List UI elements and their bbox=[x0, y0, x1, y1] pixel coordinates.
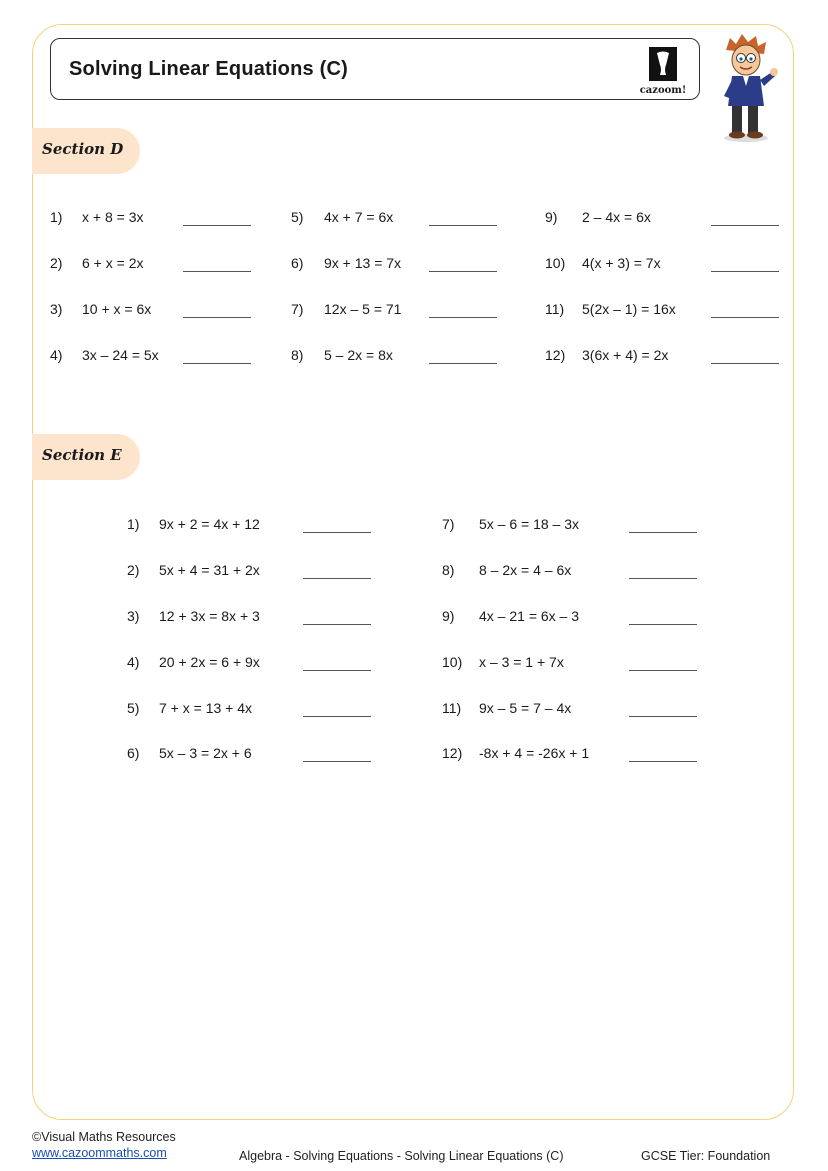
question-item bbox=[545, 207, 781, 227]
title-box bbox=[50, 38, 700, 100]
answer-line[interactable] bbox=[429, 271, 497, 272]
equation-text: 4x + 7 = 6x bbox=[324, 209, 394, 225]
answer-line[interactable] bbox=[629, 578, 697, 579]
equation-text: 5x – 6 = 18 – 3x bbox=[479, 516, 580, 532]
answer-line[interactable] bbox=[629, 624, 697, 625]
equation-text: 7 + x = 13 + 4x bbox=[159, 700, 253, 716]
mascot-icon bbox=[712, 32, 780, 144]
question-item bbox=[545, 253, 781, 273]
equation-text: 5x + 4 = 31 + 2x bbox=[159, 562, 260, 578]
question-item bbox=[442, 743, 699, 763]
question-number: 1) bbox=[127, 516, 140, 532]
question-number: 4) bbox=[50, 347, 63, 363]
equation-text: 3x – 24 = 5x bbox=[82, 347, 159, 363]
question-item bbox=[127, 560, 373, 580]
answer-line[interactable] bbox=[429, 317, 497, 318]
website-link[interactable]: www.cazoommaths.com bbox=[32, 1146, 167, 1160]
section-d-label: Section D bbox=[42, 140, 124, 158]
question-number: 2) bbox=[127, 562, 140, 578]
answer-line[interactable] bbox=[303, 761, 371, 762]
equation-text: x – 3 = 1 + 7x bbox=[479, 654, 564, 670]
question-number: 5) bbox=[291, 209, 304, 225]
question-item bbox=[545, 345, 781, 365]
equation-text: 9x – 5 = 7 – 4x bbox=[479, 700, 572, 716]
question-number: 10) bbox=[442, 654, 463, 670]
equation-text: 3(6x + 4) = 2x bbox=[582, 347, 669, 363]
tier-text: GCSE Tier: Foundation bbox=[641, 1149, 771, 1163]
question-item bbox=[127, 698, 373, 718]
answer-line[interactable] bbox=[711, 317, 779, 318]
question-item bbox=[442, 560, 699, 580]
answer-line[interactable] bbox=[303, 578, 371, 579]
topic-text: Algebra - Solving Equations - Solving Linear Equations (C) bbox=[239, 1149, 564, 1163]
answer-line[interactable] bbox=[183, 363, 251, 364]
question-number: 6) bbox=[291, 255, 304, 271]
question-number: 8) bbox=[442, 562, 455, 578]
question-item bbox=[127, 652, 373, 672]
equation-text: -8x + 4 = -26x + 1 bbox=[479, 745, 590, 761]
equation-text: 2 – 4x = 6x bbox=[582, 209, 651, 225]
answer-line[interactable] bbox=[711, 225, 779, 226]
logo-text: cazoom! bbox=[639, 85, 687, 96]
question-number: 11) bbox=[442, 700, 462, 716]
equation-text: 4x – 21 = 6x – 3 bbox=[479, 608, 580, 624]
question-number: 11) bbox=[545, 301, 565, 317]
equation-text: 5x – 3 = 2x + 6 bbox=[159, 745, 252, 761]
question-item bbox=[291, 345, 499, 365]
question-number: 3) bbox=[50, 301, 63, 317]
answer-line[interactable] bbox=[629, 532, 697, 533]
copyright: ©Visual Maths Resources bbox=[32, 1130, 176, 1144]
question-number: 9) bbox=[442, 608, 455, 624]
question-item bbox=[50, 299, 253, 319]
question-number: 12) bbox=[545, 347, 566, 363]
question-item bbox=[291, 253, 499, 273]
section-e-label: Section E bbox=[42, 446, 122, 464]
section-d-tab bbox=[32, 128, 140, 174]
equation-text: 8 – 2x = 4 – 6x bbox=[479, 562, 572, 578]
question-item bbox=[442, 514, 699, 534]
question-number: 7) bbox=[442, 516, 455, 532]
question-number: 6) bbox=[127, 745, 140, 761]
answer-line[interactable] bbox=[629, 761, 697, 762]
answer-line[interactable] bbox=[629, 670, 697, 671]
answer-line[interactable] bbox=[303, 716, 371, 717]
answer-line[interactable] bbox=[183, 225, 251, 226]
question-number: 8) bbox=[291, 347, 304, 363]
question-item bbox=[442, 652, 699, 672]
equation-text: 20 + 2x = 6 + 9x bbox=[159, 654, 260, 670]
question-item bbox=[50, 345, 253, 365]
equation-text: 10 + x = 6x bbox=[82, 301, 152, 317]
equation-text: 4(x + 3) = 7x bbox=[582, 255, 661, 271]
answer-line[interactable] bbox=[303, 624, 371, 625]
answer-line[interactable] bbox=[303, 670, 371, 671]
question-item bbox=[291, 207, 499, 227]
equation-text: 5(2x – 1) = 16x bbox=[582, 301, 676, 317]
equation-text: 9x + 2 = 4x + 12 bbox=[159, 516, 260, 532]
question-item bbox=[127, 606, 373, 626]
answer-line[interactable] bbox=[711, 363, 779, 364]
question-item bbox=[442, 606, 699, 626]
question-number: 12) bbox=[442, 745, 463, 761]
question-number: 5) bbox=[127, 700, 140, 716]
question-item bbox=[442, 698, 699, 718]
page-title: Solving Linear Equations (C) bbox=[69, 58, 348, 80]
question-number: 3) bbox=[127, 608, 140, 624]
cazoom-logo bbox=[631, 45, 695, 97]
question-number: 9) bbox=[545, 209, 558, 225]
question-number: 1) bbox=[50, 209, 63, 225]
question-item bbox=[50, 207, 253, 227]
cazoom-logo-icon bbox=[631, 45, 695, 85]
question-number: 10) bbox=[545, 255, 566, 271]
answer-line[interactable] bbox=[183, 271, 251, 272]
answer-line[interactable] bbox=[183, 317, 251, 318]
answer-line[interactable] bbox=[629, 716, 697, 717]
question-item bbox=[127, 743, 373, 763]
question-item bbox=[127, 514, 373, 534]
equation-text: 12 + 3x = 8x + 3 bbox=[159, 608, 260, 624]
question-item bbox=[545, 299, 781, 319]
website-container bbox=[32, 1146, 167, 1160]
question-item bbox=[291, 299, 499, 319]
equation-text: x + 8 = 3x bbox=[82, 209, 144, 225]
equation-text: 12x – 5 = 71 bbox=[324, 301, 402, 317]
equation-text: 5 – 2x = 8x bbox=[324, 347, 393, 363]
answer-line[interactable] bbox=[711, 271, 779, 272]
equation-text: 9x + 13 = 7x bbox=[324, 255, 402, 271]
answer-line[interactable] bbox=[303, 532, 371, 533]
question-number: 7) bbox=[291, 301, 304, 317]
answer-line[interactable] bbox=[429, 225, 497, 226]
equation-text: 6 + x = 2x bbox=[82, 255, 144, 271]
question-number: 4) bbox=[127, 654, 140, 670]
section-e-tab bbox=[32, 434, 140, 480]
answer-line[interactable] bbox=[429, 363, 497, 364]
question-number: 2) bbox=[50, 255, 63, 271]
question-item bbox=[50, 253, 253, 273]
